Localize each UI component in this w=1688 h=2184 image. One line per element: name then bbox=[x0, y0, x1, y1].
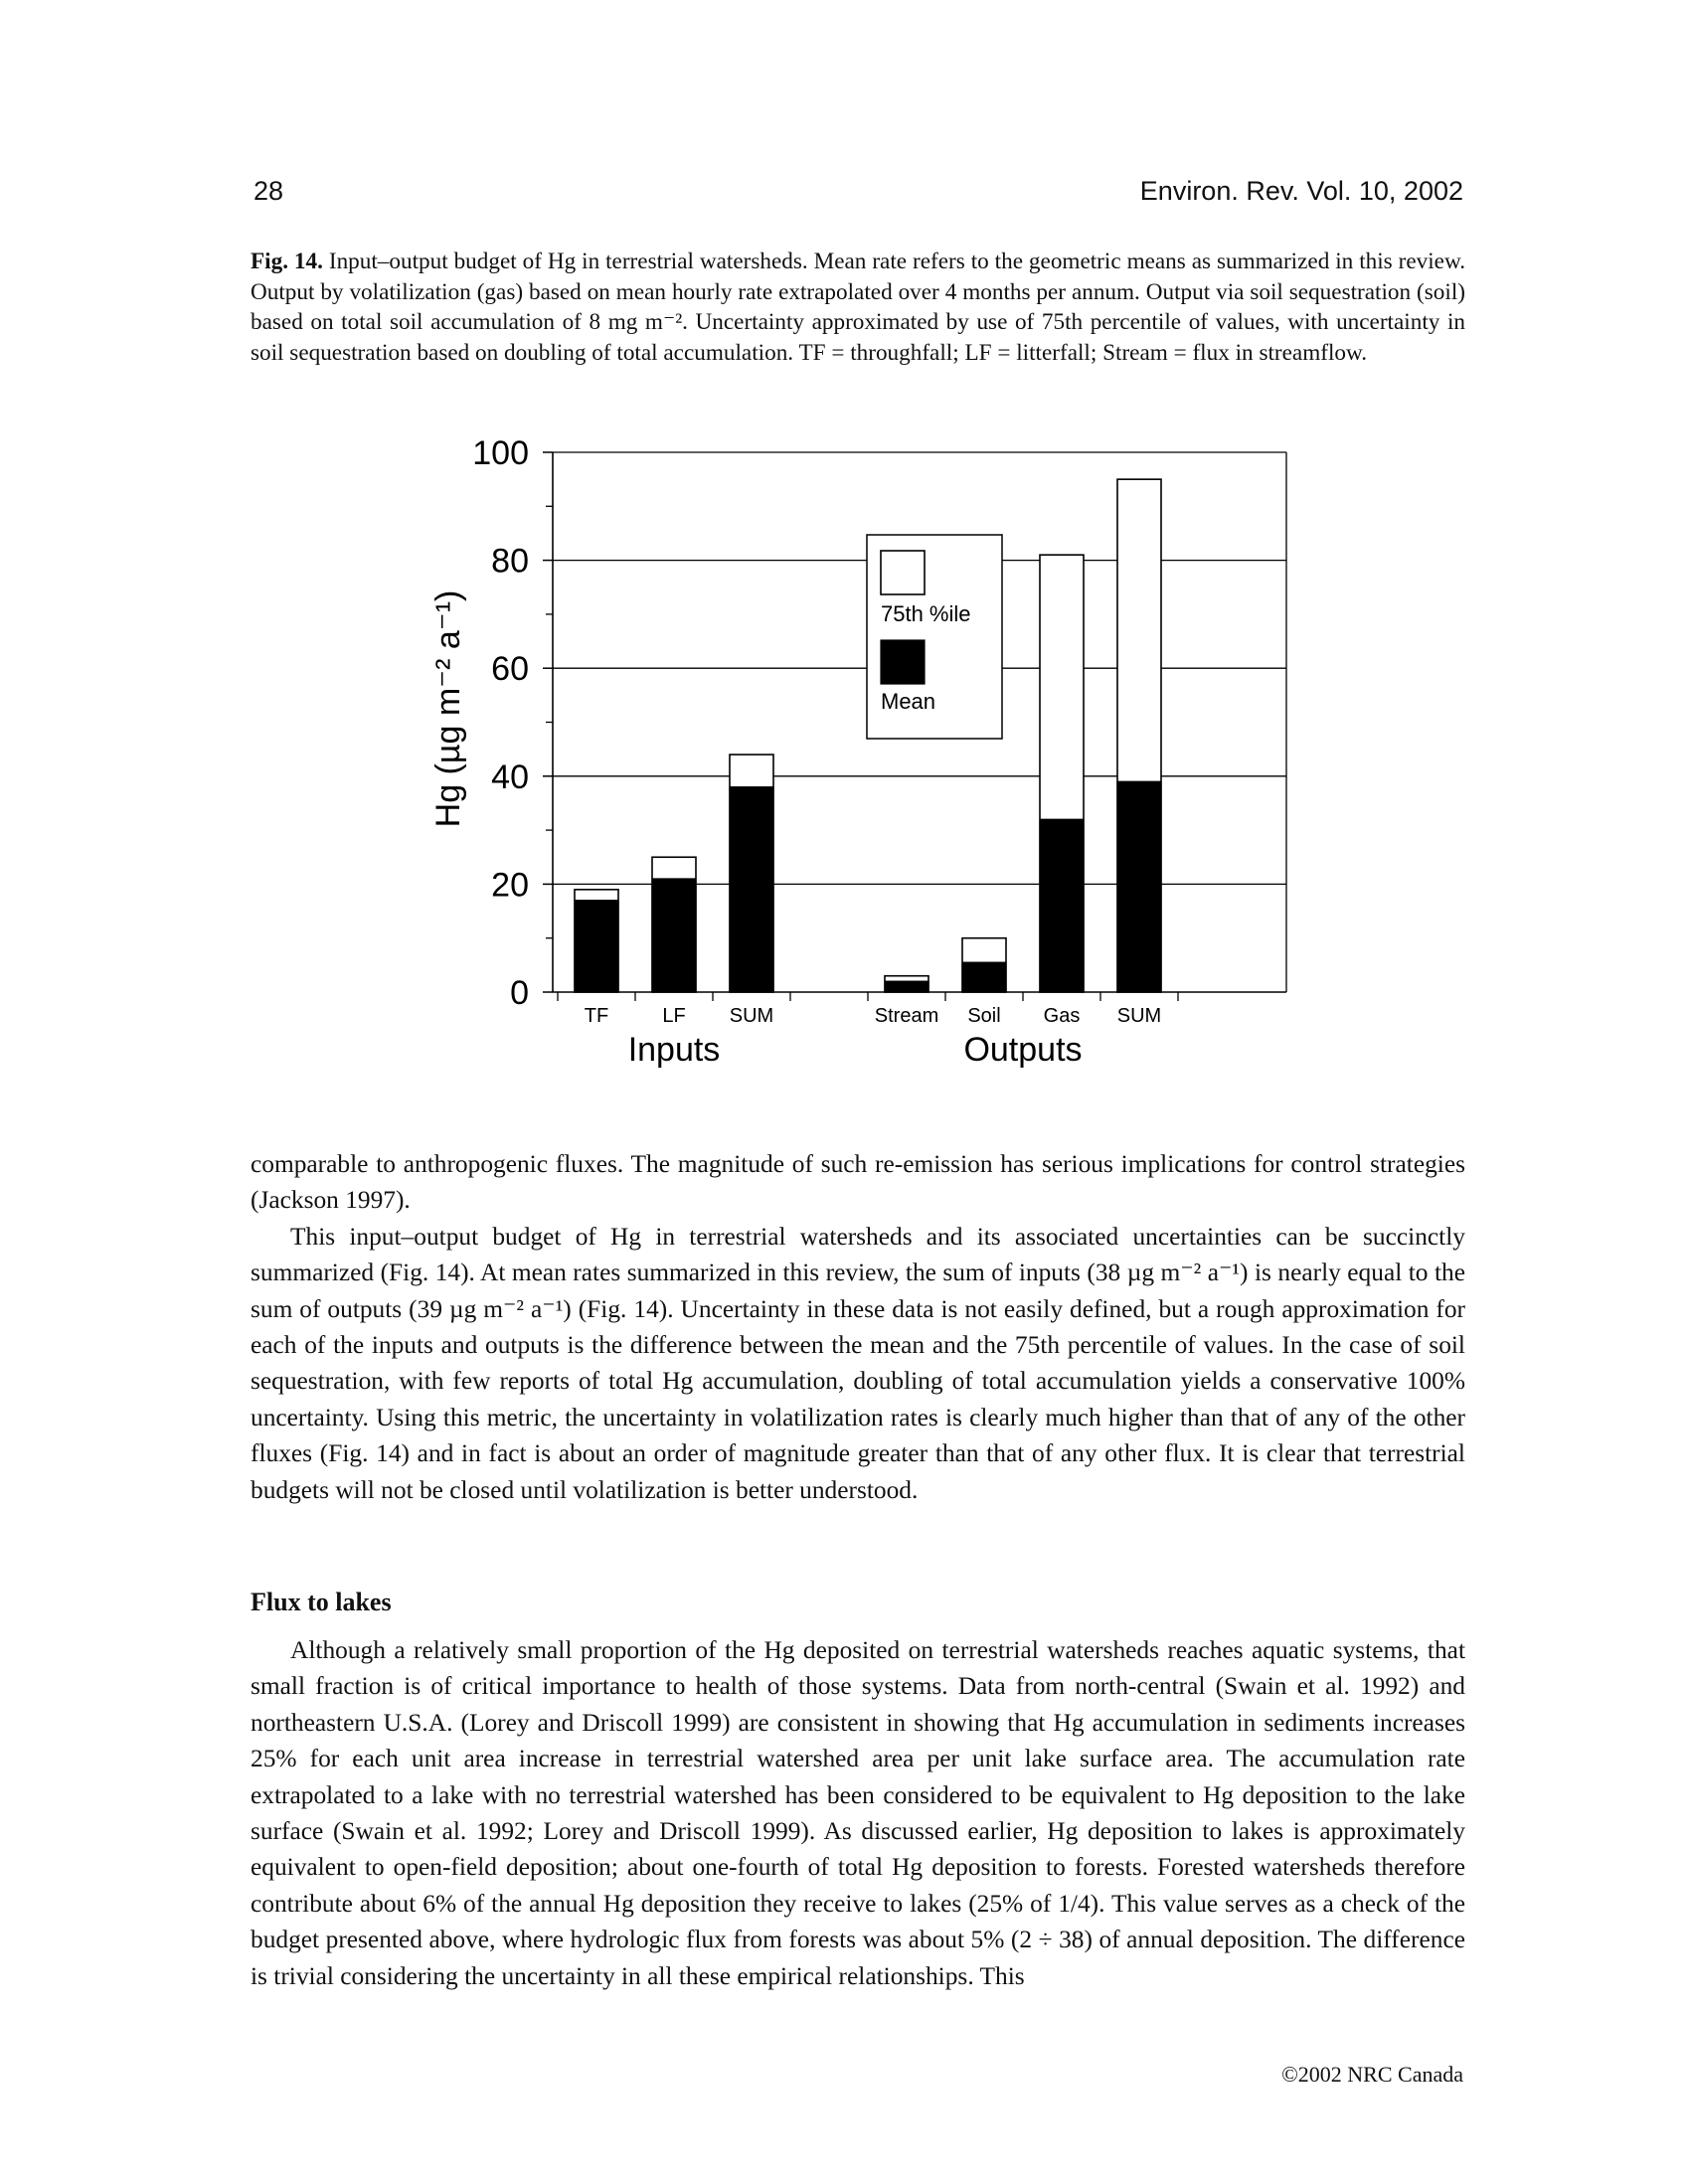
y-tick-label: 100 bbox=[472, 434, 529, 472]
legend-label-mean: Mean bbox=[881, 689, 936, 714]
bar-chart bbox=[398, 427, 1332, 1093]
figure-caption bbox=[251, 247, 1465, 368]
bar-mean bbox=[652, 879, 696, 992]
bar-mean bbox=[730, 787, 773, 992]
paragraph: comparable to anthropogenic fluxes. The magnitude of such re-emission has serious implications for control strategies (Jackson 1997). bbox=[251, 1150, 1465, 1215]
y-axis-label: Hg (µg m⁻² a⁻¹) bbox=[429, 589, 467, 828]
paragraph: This input–output budget of Hg in terrestrial watersheds and its associated uncertainties can be succinctly summarized (Fig. 14). At mean rates summarized in this review, the sum of inputs (38 µg m⁻² a⁻¹) is nearly equal to the sum of outputs (39 µg m⁻² a⁻¹) (Fig. 14). Uncertainty in these data is not easily defined, but a rough approximation for each of the inputs and outputs is the difference between the mean and the 75th percentile of values. In the case of soil sequestration, with few reports of total Hg accumulation, doubling of total accumulation yields a conservative 100% uncertainty. Using this metric, the uncertainty in volatilization rates is clearly much higher than that of any of the other fluxes (Fig. 14) and in fact is about an order of magnitude greater than that of any other flux. It is clear that terrestrial budgets will not be closed until volatilization is better understood. bbox=[251, 1222, 1465, 1504]
paragraph: Although a relatively small proportion of the Hg deposited on terrestrial watersheds reaches aquatic systems, that small fraction is of critical importance to health of those systems. Data from north-central (Swain et al. 1992) and northeastern U.S.A. (Lorey and Driscoll 1999) are consistent in showing that Hg accumulation in sediments increases 25% for each unit area increase in terrestrial watershed area per unit lake surface area. The accumulation rate extrapolated to a lake with no terrestrial watershed has been considered to be equivalent to Hg deposition to the lake surface (Swain et al. 1992; Lorey and Driscoll 1999). As discussed earlier, Hg deposition to lakes is approximately equivalent to open-field deposition; about one-fourth of total Hg deposition to forests. Forested watersheds therefore contribute about 6% of the annual Hg deposition they receive to lakes (25% of 1/4). This value serves as a check of the budget presented above, where hydrologic flux from forests was about 5% (2 ÷ 38) of annual deposition. The difference is trivial considering the uncertainty in all these empirical relationships. This bbox=[251, 1636, 1465, 1990]
bar-mean bbox=[885, 981, 928, 992]
y-tick-label: 20 bbox=[491, 866, 529, 905]
x-group-label: Inputs bbox=[627, 1031, 721, 1069]
caption-label: Fig. 14. bbox=[251, 249, 323, 274]
x-category-label: SUM bbox=[729, 1005, 774, 1027]
bar-mean bbox=[962, 962, 1006, 992]
bar-mean bbox=[575, 901, 618, 992]
y-tick-label: 60 bbox=[491, 650, 529, 689]
legend-label-75th-percentile: 75th %ile bbox=[881, 601, 971, 626]
x-category-label: TF bbox=[584, 1005, 609, 1027]
section-heading: Flux to lakes bbox=[251, 1588, 392, 1616]
y-tick-label: 40 bbox=[491, 757, 529, 796]
chart-legend bbox=[867, 535, 1002, 739]
running-head: Environ. Rev. Vol. 10, 2002 bbox=[1139, 176, 1463, 206]
legend-swatch-75th-percentile bbox=[881, 551, 925, 594]
x-group-label: Outputs bbox=[963, 1031, 1083, 1069]
footer-copyright: ©2002 NRC Canada bbox=[1281, 2062, 1463, 2087]
page-number: 28 bbox=[253, 176, 284, 206]
caption-text: Input–output budget of Hg in terrestrial watersheds. Mean rate refers to the geometric means as summarized in this review. Output by volatilization (gas) based on mean hourly rate extrapolated over 4 months per annum. Output via soil sequestration (soil) based on total soil accumulation of 8 mg m⁻². Uncertainty approximated by use of 75th percentile of values, with uncertainty in soil sequestration based on doubling of total accumulation. TF = throughfall; LF = litterfall; Stream = flux in streamflow. bbox=[251, 249, 1466, 366]
bar-mean bbox=[1117, 781, 1161, 992]
body-text-lakes bbox=[251, 1632, 1465, 1994]
x-category-label: Soil bbox=[967, 1005, 1001, 1027]
body-text-top bbox=[251, 1146, 1465, 1508]
x-category-label: Gas bbox=[1043, 1005, 1081, 1027]
y-tick-label: 0 bbox=[510, 974, 529, 1012]
y-tick-label: 80 bbox=[491, 542, 529, 581]
bar-mean bbox=[1040, 819, 1084, 992]
x-category-label: SUM bbox=[1116, 1005, 1162, 1027]
x-category-label: LF bbox=[662, 1005, 686, 1027]
legend-swatch-mean bbox=[881, 640, 925, 684]
x-category-label: Stream bbox=[874, 1005, 939, 1027]
